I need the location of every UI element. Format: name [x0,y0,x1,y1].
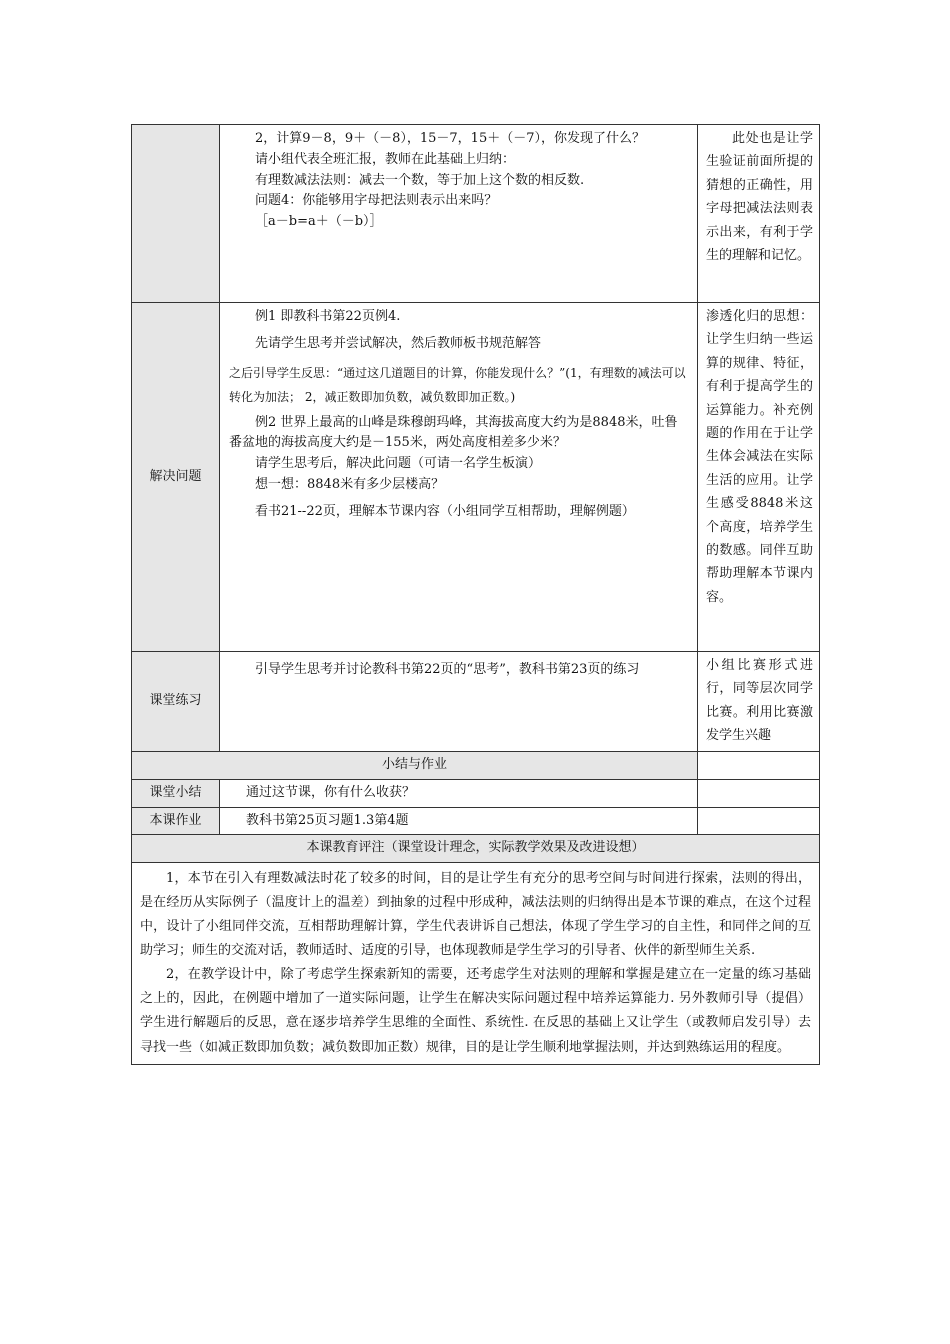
reflection-content [132,863,820,1064]
reflection-paragraph: 1，本节在引入有理数减法时花了较多的时间，目的是让学生有充分的思考空间与时间进行探索，法则的得出，是在经历从实际例子（温度计上的温差）到抽象的过程中形成种，减法法则的归纳得出是本节课的难点，在这个过程中，设计了小组同伴交流，互相帮助理解计算，学生代表讲诉自己想法，体现了学生学习的自主性，和同伴之间的互助学习；师生的交流对话，教师适时、适度的引导，也体现教师是学生学习的引导者、伙伴的新型师生关系. [140,871,811,959]
row-summary-header [132,752,820,780]
rule-content [220,125,698,303]
practice-content [220,652,698,752]
lesson-plan-page [131,124,819,1065]
homework-content: 教科书第25页习题1.3第4题 [220,807,698,835]
section-header: 本课教育评注（课堂设计理念，实际教学效果及改进设想） [132,835,820,863]
example-2: 例2 世界上最高的山峰是珠穆朗玛峰，其海拔高度大约为是8848米，吐鲁番盆地的海拔高度大约是－155米，两处高度相差多少米？ [229,414,678,451]
row-solve-problems [132,303,820,652]
content-line: 先请学生思考并尝试解决，然后教师板书规范解答 [255,335,542,351]
summary-content: 通过这节课，你有什么收获？ [220,779,698,807]
lesson-plan-table [131,124,820,1065]
reflection-prompt: 之后引导学生反思：“通过这几道题目的计算，你能发现什么？”(1，有理数的减法可以转化为加法； 2，减正数即加负数，减负数即加正数。) [229,365,686,404]
empty-cell [698,807,820,835]
content-line: 有理数减法法则：减去一个数，等于加上这个数的相反数. [255,172,585,188]
content-line: 想一想：8848米有多少层楼高？ [255,476,445,492]
note-text: 渗透化归的思想：让学生归纳一些运算的规律、特征，有利于提高学生的运算能力。补充例题的作用在于让学生体会减法在实际生活的应用。让学生感受8848米这个高度，培养学生的数感。同伴互助帮助理解本节课内容。 [706,309,813,605]
content-line: 2，计算9－8，9＋（－8），15－7，15＋（－7），你发现了什么？ [255,131,645,146]
solve-content [220,303,698,652]
example-1: 例1 即教科书第22页例4. [255,309,401,324]
content-line: 问题4：你能够用字母把法则表示出来吗？ [255,193,498,209]
content-line: 请学生思考后，解决此问题（可请一名学生板演） [255,456,542,472]
row-rule-summary [132,125,820,303]
design-note [698,303,820,652]
row-practice [132,652,820,752]
row-label-solve: 解决问题 [132,303,220,652]
note-text: 此处也是让学生验证前面所提的猜想的正确性，用字母把减法法则表示出来，有利于学生的理解和记忆。 [706,131,813,263]
design-note [698,125,820,303]
content-line: 请小组代表全班汇报，教师在此基础上归纳： [255,151,516,167]
reflection-paragraph: 2，在教学设计中，除了考虑学生探索新知的需要，还考虑学生对法则的理解和掌握是建立在一定量的练习基础之上的，因此，在例题中增加了一道实际问题，让学生在解决实际问题过程中培养运算能力. 另外教师引导（提倡）学生进行解题后的反思，意在逐步培养学生思维的全面性、系统性. 在反思的基础上又让学生（或教师启发引导）去寻找一些（如减正数即加负数；减负数即加正数）规律，目的是让学生顺利地掌握法则，并达到熟练运用的程度。 [140,967,811,1055]
content-line: 看书21--22页，理解本节课内容（小组同学互相帮助，理解例题） [255,503,635,519]
content-line: ［a－b=a＋（－b）］ [255,214,383,230]
row-reflection-header [132,835,820,863]
design-note [698,652,820,752]
row-label-practice: 课堂练习 [132,652,220,752]
row-class-summary [132,779,820,807]
empty-cell [698,779,820,807]
empty-cell [698,752,820,780]
section-header: 小结与作业 [132,752,698,780]
note-text: 小组比赛形式进行，同等层次同学比赛。利用比赛激发学生兴趣 [706,658,813,744]
row-reflection-body [132,863,820,1064]
row-label-homework: 本课作业 [132,807,220,835]
row-homework [132,807,820,835]
content-line: 引导学生思考并讨论教科书第22页的“思考”，教科书第23页的练习 [255,662,640,677]
row-label-summary: 课堂小结 [132,779,220,807]
row-label-empty [132,125,220,303]
